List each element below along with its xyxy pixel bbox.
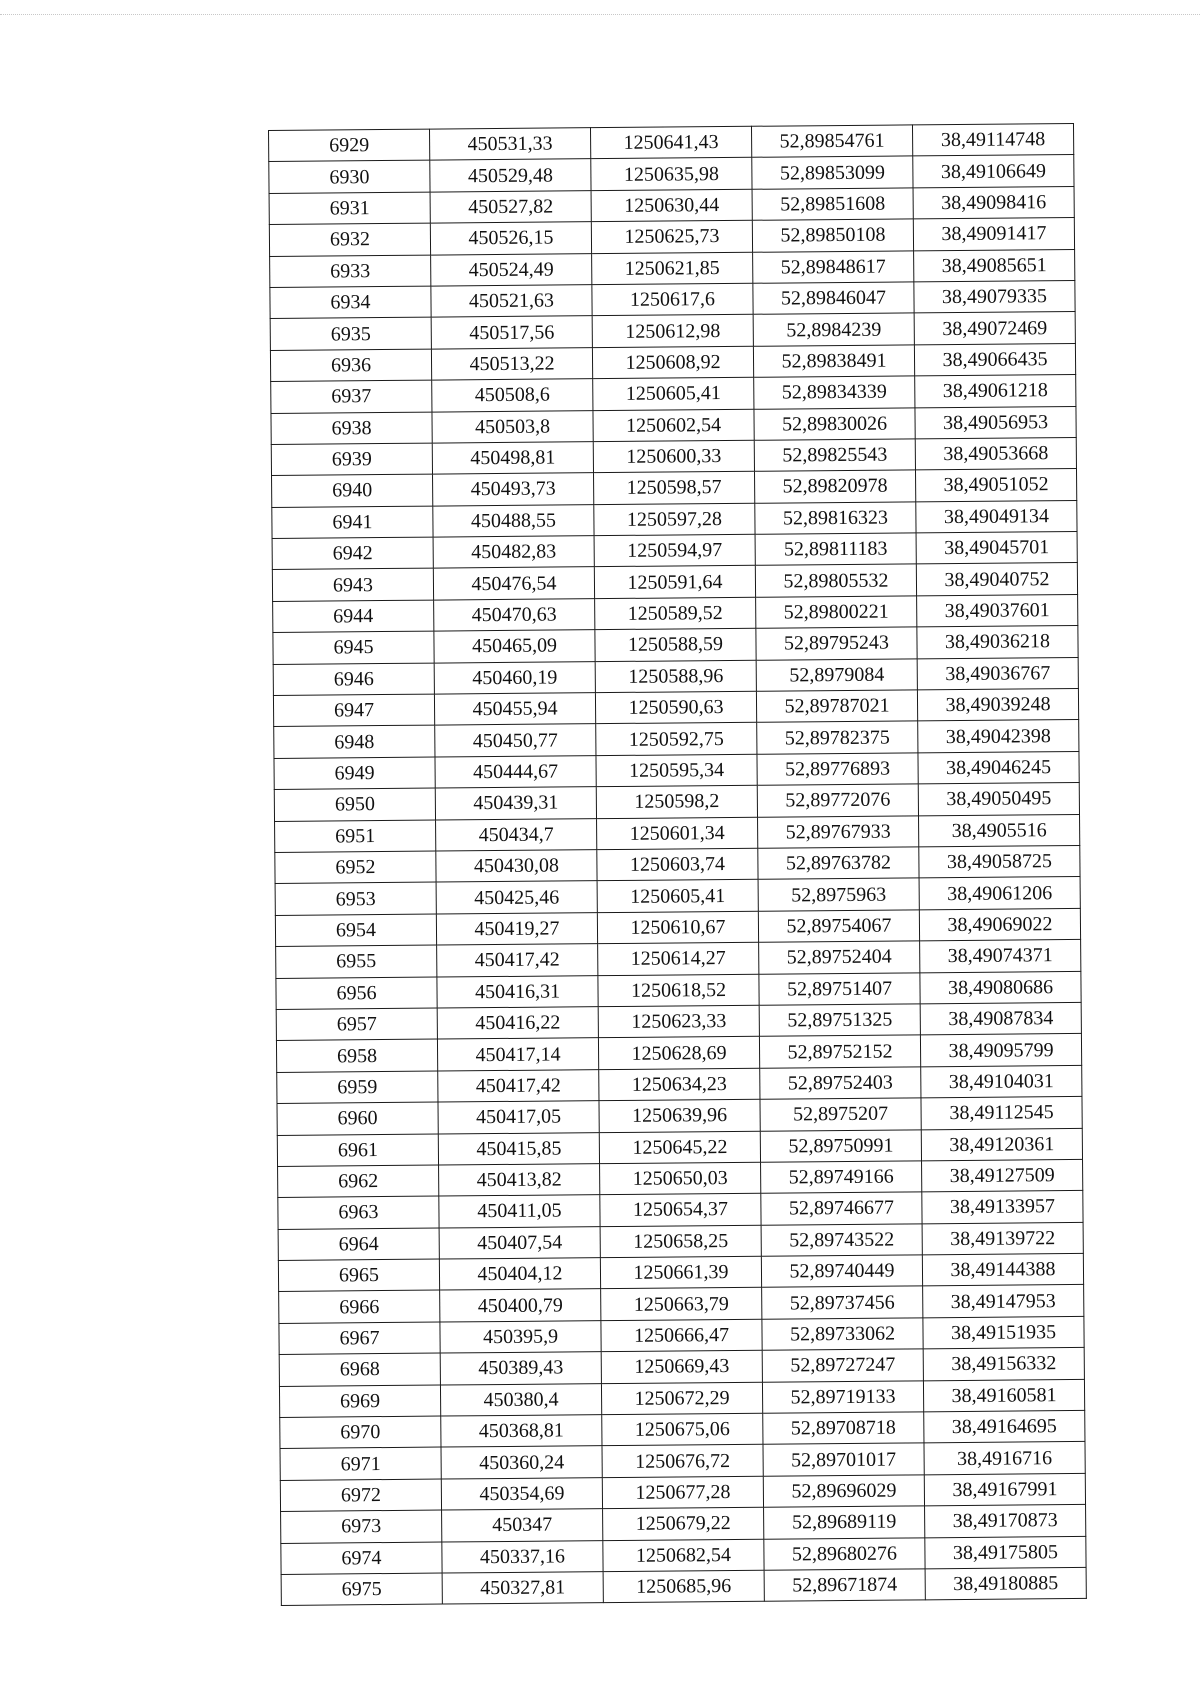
y-coordinate-cell: 1250589,52 — [595, 597, 756, 630]
point-number-cell: 6940 — [272, 474, 433, 507]
y-coordinate-cell: 1250592,75 — [596, 723, 757, 756]
longitude-cell: 38,49091417 — [913, 218, 1074, 251]
point-number-cell: 6974 — [281, 1542, 442, 1575]
latitude-cell: 52,89749166 — [761, 1161, 922, 1194]
y-coordinate-cell: 1250630,44 — [591, 189, 752, 222]
y-coordinate-cell: 1250618,52 — [598, 974, 759, 1007]
longitude-cell: 38,49144388 — [922, 1253, 1083, 1286]
latitude-cell: 52,89750991 — [760, 1129, 921, 1162]
point-number-cell: 6972 — [280, 1479, 441, 1512]
latitude-cell: 52,89743522 — [761, 1224, 922, 1257]
y-coordinate-cell: 1250666,47 — [601, 1319, 762, 1352]
coordinate-table — [268, 123, 1087, 1606]
x-coordinate-cell: 450524,49 — [431, 253, 592, 286]
latitude-cell: 52,89848617 — [753, 250, 914, 283]
longitude-cell: 38,49072469 — [914, 312, 1075, 345]
point-number-cell: 6952 — [275, 851, 436, 884]
y-coordinate-cell: 1250625,73 — [591, 220, 752, 253]
x-coordinate-cell: 450521,63 — [431, 285, 592, 318]
point-number-cell: 6957 — [276, 1008, 437, 1041]
point-number-cell: 6949 — [274, 757, 435, 790]
latitude-cell: 52,8979084 — [756, 658, 917, 691]
point-number-cell: 6964 — [278, 1228, 439, 1261]
longitude-cell: 38,49087834 — [920, 1002, 1081, 1035]
x-coordinate-cell: 450368,81 — [441, 1415, 602, 1448]
point-number-cell: 6963 — [278, 1196, 439, 1229]
longitude-cell: 38,49080686 — [920, 971, 1081, 1004]
point-number-cell: 6948 — [274, 725, 435, 758]
point-number-cell: 6931 — [269, 192, 430, 225]
point-number-cell: 6939 — [271, 443, 432, 476]
y-coordinate-cell: 1250621,85 — [592, 252, 753, 285]
x-coordinate-cell: 450415,85 — [438, 1132, 599, 1165]
y-coordinate-cell: 1250598,2 — [596, 785, 757, 818]
coordinate-table-body — [269, 123, 1087, 1605]
longitude-cell: 38,49112545 — [921, 1097, 1082, 1130]
longitude-cell: 38,49098416 — [913, 186, 1074, 219]
y-coordinate-cell: 1250628,69 — [598, 1037, 759, 1070]
latitude-cell: 52,89846047 — [753, 282, 914, 315]
x-coordinate-cell: 450434,7 — [436, 818, 597, 851]
latitude-cell: 52,89696029 — [763, 1475, 924, 1508]
y-coordinate-cell: 1250600,33 — [593, 440, 754, 473]
latitude-cell: 52,8975207 — [760, 1098, 921, 1131]
x-coordinate-cell: 450347 — [442, 1509, 603, 1542]
x-coordinate-cell: 450531,33 — [429, 128, 590, 161]
y-coordinate-cell: 1250597,28 — [594, 503, 755, 536]
x-coordinate-cell: 450404,12 — [439, 1258, 600, 1291]
latitude-cell: 52,89719133 — [762, 1380, 923, 1413]
longitude-cell: 38,49167991 — [924, 1473, 1085, 1506]
y-coordinate-cell: 1250650,03 — [600, 1162, 761, 1195]
latitude-cell: 52,89825543 — [754, 439, 915, 472]
longitude-cell: 38,49127509 — [922, 1159, 1083, 1192]
x-coordinate-cell: 450529,48 — [430, 159, 591, 192]
y-coordinate-cell: 1250601,34 — [597, 817, 758, 850]
x-coordinate-cell: 450354,69 — [441, 1477, 602, 1510]
point-number-cell: 6943 — [272, 569, 433, 602]
y-coordinate-cell: 1250588,59 — [595, 629, 756, 662]
y-coordinate-cell: 1250676,72 — [602, 1445, 763, 1478]
x-coordinate-cell: 450419,27 — [436, 912, 597, 945]
y-coordinate-cell: 1250594,97 — [594, 534, 755, 567]
y-coordinate-cell: 1250598,57 — [594, 472, 755, 505]
point-number-cell: 6955 — [276, 945, 437, 978]
y-coordinate-cell: 1250605,41 — [597, 880, 758, 913]
longitude-cell: 38,49180885 — [925, 1567, 1086, 1600]
latitude-cell: 52,89708718 — [763, 1412, 924, 1445]
latitude-cell: 52,8984239 — [753, 313, 914, 346]
longitude-cell: 38,49036767 — [917, 657, 1078, 690]
latitude-cell: 52,89800221 — [756, 596, 917, 629]
y-coordinate-cell: 1250677,28 — [602, 1476, 763, 1509]
longitude-cell: 38,49058725 — [919, 845, 1080, 878]
latitude-cell: 52,89701017 — [763, 1443, 924, 1476]
latitude-cell: 52,89782375 — [757, 721, 918, 754]
y-coordinate-cell: 1250675,06 — [602, 1413, 763, 1446]
y-coordinate-cell: 1250654,37 — [600, 1194, 761, 1227]
y-coordinate-cell: 1250685,96 — [603, 1570, 764, 1603]
longitude-cell: 38,49160581 — [923, 1379, 1084, 1412]
longitude-cell: 38,49039248 — [917, 688, 1078, 721]
x-coordinate-cell: 450527,82 — [430, 190, 591, 223]
latitude-cell: 52,89853099 — [752, 156, 913, 189]
x-coordinate-cell: 450465,09 — [434, 630, 595, 663]
x-coordinate-cell: 450425,46 — [436, 881, 597, 914]
y-coordinate-cell: 1250614,27 — [598, 942, 759, 975]
point-number-cell: 6941 — [272, 506, 433, 539]
x-coordinate-cell: 450526,15 — [430, 222, 591, 255]
longitude-cell: 38,49139722 — [922, 1222, 1083, 1255]
point-number-cell: 6968 — [279, 1353, 440, 1386]
longitude-cell: 38,49053668 — [915, 437, 1076, 470]
point-number-cell: 6956 — [276, 977, 437, 1010]
x-coordinate-cell: 450417,42 — [438, 1069, 599, 1102]
x-coordinate-cell: 450460,19 — [434, 661, 595, 694]
latitude-cell: 52,89737456 — [762, 1286, 923, 1319]
point-number-cell: 6929 — [269, 129, 430, 162]
latitude-cell: 52,89751407 — [759, 972, 920, 1005]
latitude-cell: 52,89752152 — [759, 1035, 920, 1068]
longitude-cell: 38,49156332 — [923, 1348, 1084, 1381]
x-coordinate-cell: 450476,54 — [433, 567, 594, 600]
y-coordinate-cell: 1250603,74 — [597, 848, 758, 881]
x-coordinate-cell: 450395,9 — [440, 1320, 601, 1353]
x-coordinate-cell: 450439,31 — [435, 787, 596, 820]
latitude-cell: 52,89671874 — [764, 1569, 925, 1602]
point-number-cell: 6934 — [270, 286, 431, 319]
point-number-cell: 6970 — [280, 1416, 441, 1449]
x-coordinate-cell: 450444,67 — [435, 755, 596, 788]
latitude-cell: 52,89727247 — [762, 1349, 923, 1382]
latitude-cell: 52,89850108 — [752, 219, 913, 252]
longitude-cell: 38,49061206 — [919, 877, 1080, 910]
point-number-cell: 6965 — [278, 1259, 439, 1292]
longitude-cell: 38,49151935 — [923, 1316, 1084, 1349]
x-coordinate-cell: 450508,6 — [432, 379, 593, 412]
latitude-cell: 52,89820978 — [754, 470, 915, 503]
point-number-cell: 6933 — [270, 255, 431, 288]
longitude-cell: 38,49106649 — [913, 155, 1074, 188]
point-number-cell: 6930 — [269, 160, 430, 193]
latitude-cell: 52,89689119 — [764, 1506, 925, 1539]
y-coordinate-cell: 1250610,67 — [597, 911, 758, 944]
longitude-cell: 38,49114748 — [912, 123, 1073, 156]
point-number-cell: 6944 — [273, 600, 434, 633]
longitude-cell: 38,49164695 — [924, 1410, 1085, 1443]
point-number-cell: 6973 — [281, 1510, 442, 1543]
latitude-cell: 52,89680276 — [764, 1537, 925, 1570]
longitude-cell: 38,49040752 — [916, 563, 1077, 596]
latitude-cell: 52,89754067 — [758, 910, 919, 943]
longitude-cell: 38,49036218 — [917, 626, 1078, 659]
y-coordinate-cell: 1250679,22 — [603, 1507, 764, 1540]
point-number-cell: 6950 — [274, 788, 435, 821]
y-coordinate-cell: 1250605,41 — [593, 377, 754, 410]
x-coordinate-cell: 450407,54 — [439, 1226, 600, 1259]
longitude-cell: 38,49046245 — [918, 751, 1079, 784]
y-coordinate-cell: 1250588,96 — [595, 660, 756, 693]
x-coordinate-cell: 450488,55 — [433, 504, 594, 537]
longitude-cell: 38,49050495 — [918, 783, 1079, 816]
point-number-cell: 6958 — [276, 1039, 437, 1072]
x-coordinate-cell: 450517,56 — [431, 316, 592, 349]
longitude-cell: 38,4905516 — [919, 814, 1080, 847]
longitude-cell: 38,49056953 — [915, 406, 1076, 439]
longitude-cell: 38,49049134 — [916, 500, 1077, 533]
x-coordinate-cell: 450400,79 — [440, 1289, 601, 1322]
y-coordinate-cell: 1250617,6 — [592, 283, 753, 316]
point-number-cell: 6961 — [277, 1134, 438, 1167]
x-coordinate-cell: 450482,83 — [433, 536, 594, 569]
latitude-cell: 52,89795243 — [756, 627, 917, 660]
point-number-cell: 6967 — [279, 1322, 440, 1355]
point-number-cell: 6946 — [273, 663, 434, 696]
point-number-cell: 6938 — [271, 412, 432, 445]
latitude-cell: 52,89752404 — [759, 941, 920, 974]
table-row — [281, 1567, 1086, 1605]
point-number-cell: 6959 — [277, 1071, 438, 1104]
y-coordinate-cell: 1250672,29 — [601, 1382, 762, 1415]
longitude-cell: 38,49045701 — [916, 532, 1077, 565]
latitude-cell: 52,89751325 — [759, 1004, 920, 1037]
latitude-cell: 52,89746677 — [761, 1192, 922, 1225]
x-coordinate-cell: 450493,73 — [433, 473, 594, 506]
y-coordinate-cell: 1250602,54 — [593, 409, 754, 442]
longitude-cell: 38,49120361 — [921, 1128, 1082, 1161]
y-coordinate-cell: 1250669,43 — [601, 1350, 762, 1383]
x-coordinate-cell: 450360,24 — [441, 1446, 602, 1479]
latitude-cell: 52,89805532 — [755, 564, 916, 597]
point-number-cell: 6947 — [273, 694, 434, 727]
latitude-cell: 52,89830026 — [754, 407, 915, 440]
latitude-cell: 52,8975963 — [758, 878, 919, 911]
x-coordinate-cell: 450417,05 — [438, 1101, 599, 1134]
latitude-cell: 52,89752403 — [760, 1067, 921, 1100]
y-coordinate-cell: 1250595,34 — [596, 754, 757, 787]
point-number-cell: 6945 — [273, 631, 434, 664]
longitude-cell: 38,49079335 — [914, 280, 1075, 313]
y-coordinate-cell: 1250661,39 — [600, 1256, 761, 1289]
longitude-cell: 38,49147953 — [923, 1285, 1084, 1318]
point-number-cell: 6932 — [269, 223, 430, 256]
x-coordinate-cell: 450498,81 — [432, 442, 593, 475]
x-coordinate-cell: 450389,43 — [440, 1352, 601, 1385]
longitude-cell: 38,49175805 — [925, 1536, 1086, 1569]
x-coordinate-cell: 450503,8 — [432, 410, 593, 443]
longitude-cell: 38,4916716 — [924, 1442, 1085, 1475]
longitude-cell: 38,49069022 — [919, 908, 1080, 941]
point-number-cell: 6936 — [270, 349, 431, 382]
y-coordinate-cell: 1250682,54 — [603, 1539, 764, 1572]
point-number-cell: 6951 — [275, 820, 436, 853]
longitude-cell: 38,49066435 — [914, 343, 1075, 376]
longitude-cell: 38,49042398 — [918, 720, 1079, 753]
longitude-cell: 38,49051052 — [915, 469, 1076, 502]
point-number-cell: 6966 — [279, 1290, 440, 1323]
longitude-cell: 38,49085651 — [914, 249, 1075, 282]
point-number-cell: 6962 — [278, 1165, 439, 1198]
latitude-cell: 52,89851608 — [752, 188, 913, 221]
latitude-cell: 52,89787021 — [756, 690, 917, 723]
scan-edge-line — [0, 14, 1200, 15]
x-coordinate-cell: 450416,22 — [437, 1007, 598, 1040]
x-coordinate-cell: 450417,42 — [437, 944, 598, 977]
y-coordinate-cell: 1250663,79 — [601, 1288, 762, 1321]
latitude-cell: 52,89854761 — [751, 125, 912, 158]
x-coordinate-cell: 450380,4 — [440, 1383, 601, 1416]
point-number-cell: 6971 — [280, 1447, 441, 1480]
latitude-cell: 52,89763782 — [758, 847, 919, 880]
longitude-cell: 38,49037601 — [917, 594, 1078, 627]
y-coordinate-cell: 1250634,23 — [599, 1068, 760, 1101]
y-coordinate-cell: 1250658,25 — [600, 1225, 761, 1258]
x-coordinate-cell: 450337,16 — [442, 1540, 603, 1573]
x-coordinate-cell: 450455,94 — [434, 693, 595, 726]
latitude-cell: 52,89838491 — [753, 345, 914, 378]
y-coordinate-cell: 1250590,63 — [595, 691, 756, 724]
coordinate-table-container — [268, 123, 1081, 1606]
y-coordinate-cell: 1250591,64 — [594, 566, 755, 599]
x-coordinate-cell: 450411,05 — [439, 1195, 600, 1228]
point-number-cell: 6953 — [275, 882, 436, 915]
y-coordinate-cell: 1250612,98 — [592, 315, 753, 348]
point-number-cell: 6937 — [271, 380, 432, 413]
x-coordinate-cell: 450513,22 — [431, 347, 592, 380]
y-coordinate-cell: 1250635,98 — [591, 158, 752, 191]
longitude-cell: 38,49074371 — [920, 940, 1081, 973]
latitude-cell: 52,89772076 — [757, 784, 918, 817]
y-coordinate-cell: 1250608,92 — [592, 346, 753, 379]
x-coordinate-cell: 450327,81 — [442, 1572, 603, 1605]
longitude-cell: 38,49061218 — [915, 375, 1076, 408]
longitude-cell: 38,49104031 — [921, 1065, 1082, 1098]
point-number-cell: 6969 — [279, 1385, 440, 1418]
latitude-cell: 52,89767933 — [758, 815, 919, 848]
x-coordinate-cell: 450413,82 — [439, 1164, 600, 1197]
latitude-cell: 52,89834339 — [754, 376, 915, 409]
latitude-cell: 52,89740449 — [761, 1255, 922, 1288]
point-number-cell: 6942 — [272, 537, 433, 570]
point-number-cell: 6935 — [270, 317, 431, 350]
latitude-cell: 52,89811183 — [755, 533, 916, 566]
point-number-cell: 6954 — [275, 914, 436, 947]
x-coordinate-cell: 450450,77 — [435, 724, 596, 757]
longitude-cell: 38,49095799 — [920, 1034, 1081, 1067]
point-number-cell: 6960 — [277, 1102, 438, 1135]
latitude-cell: 52,89733062 — [762, 1318, 923, 1351]
y-coordinate-cell: 1250623,33 — [598, 1005, 759, 1038]
y-coordinate-cell: 1250641,43 — [590, 126, 751, 159]
y-coordinate-cell: 1250639,96 — [599, 1099, 760, 1132]
longitude-cell: 38,49133957 — [922, 1191, 1083, 1224]
x-coordinate-cell: 450470,63 — [434, 599, 595, 632]
latitude-cell: 52,89776893 — [757, 753, 918, 786]
latitude-cell: 52,89816323 — [755, 502, 916, 535]
x-coordinate-cell: 450417,14 — [437, 1038, 598, 1071]
x-coordinate-cell: 450430,08 — [436, 850, 597, 883]
x-coordinate-cell: 450416,31 — [437, 975, 598, 1008]
y-coordinate-cell: 1250645,22 — [599, 1131, 760, 1164]
longitude-cell: 38,49170873 — [925, 1505, 1086, 1538]
point-number-cell: 6975 — [281, 1573, 442, 1606]
